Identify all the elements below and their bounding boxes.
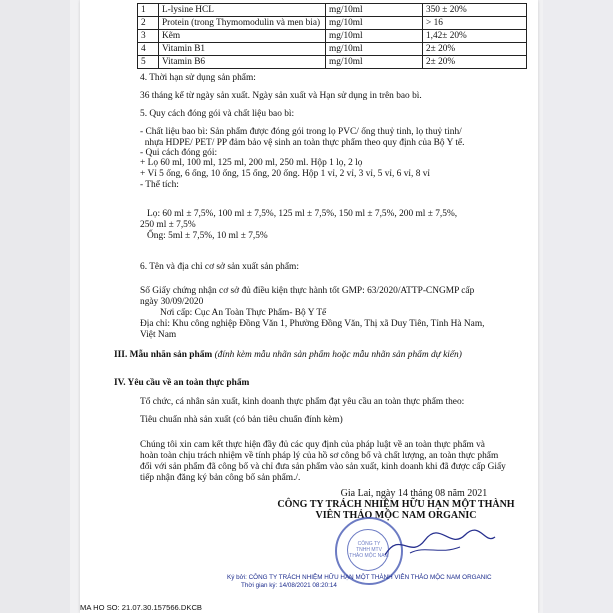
packaging-line: - Chất liệu bao bì: Sản phẩm được đóng gói trong lọ PVC/ ống thuỷ tinh, lọ thuỷ tinh/	[140, 127, 462, 137]
right-frame-background	[543, 0, 613, 613]
table-cell: 4	[138, 43, 159, 56]
table-row	[138, 30, 527, 43]
handwritten-signature	[380, 525, 500, 565]
table-cell: Vitamin B1	[159, 43, 326, 56]
packaging-line: + Vỉ 5 ống, 6 ống, 10 ống, 15 ống, 20 ống. Hộp 1 vỉ, 2 vỉ, 3 vỉ, 5 vỉ, 6 vỉ, 8 vỉ	[140, 169, 431, 179]
table-cell: mg/10ml	[326, 30, 423, 43]
company-name-line2: VIÊN THẢO MỘC NAM ORGANIC	[315, 510, 477, 521]
commitment-line: hoàn toàn chịu trách nhiệm về tính pháp lý của hồ sơ công bố và chất lượng, an toàn thực phẩm	[140, 451, 499, 461]
digital-signature-time: Thời gian ký: 14/08/2021 08:20:14	[241, 582, 337, 589]
section-iv-heading: IV. Yêu cầu về an toàn thực phẩm	[114, 378, 250, 388]
table-row	[138, 4, 527, 17]
packaging-line: Lọ: 60 ml ± 7,5%, 100 ml ± 7,5%, 125 ml ± 7,5%, 150 ml ± 7,5%, 200 ml ± 7,5%,	[140, 209, 458, 219]
packaging-line: + Lọ 60 ml, 100 ml, 125 ml, 200 ml, 250 ml. Hộp 1 lọ, 2 lọ	[140, 158, 363, 168]
section5-heading: 5. Quy cách đóng gói và chất liệu bao bì:	[140, 109, 295, 119]
table-cell: Vitamin B6	[159, 56, 326, 69]
table-cell: 350 ± 20%	[423, 4, 527, 17]
section-iv-line2: Tiêu chuẩn nhà sản xuất (có bản tiêu chuẩn đính kèm)	[140, 415, 343, 425]
section4-heading: 4. Thời hạn sử dụng sản phẩm:	[140, 73, 256, 83]
address-country-line: Việt Nam	[140, 330, 177, 340]
section3-heading: III. Mẫu nhãn sản phẩm	[114, 350, 213, 360]
table-cell: mg/10ml	[326, 43, 423, 56]
packaging-line: 250 ml ± 7,5%	[140, 220, 196, 230]
commitment-line: đối với sản phẩm đã công bố và chỉ đưa sản phẩm vào sản xuất, kinh doanh khi đã được cấp Giấy	[140, 462, 506, 472]
section-iv-line1: Tổ chức, cá nhân sản xuất, kinh doanh thực phẩm đạt yêu cầu an toàn thực phẩm theo:	[140, 397, 465, 407]
section3-label	[114, 350, 462, 361]
packaging-line: Ống: 5ml ± 7,5%, 10 ml ± 7,5%	[140, 231, 268, 241]
company-name-line1: CÔNG TY TRÁCH NHIỆM HỮU HẠN MỘT THÀNH	[277, 499, 515, 510]
table-cell: Kẽm	[159, 30, 326, 43]
table-cell: 2± 20%	[423, 43, 527, 56]
table-cell: 1,42± 20%	[423, 30, 527, 43]
table-cell: 2	[138, 17, 159, 30]
commitment-line: tiếp nhận đăng ký bản công bố sản phẩm./.	[140, 473, 301, 483]
section4-text: 36 tháng kể từ ngày sản xuất. Ngày sản xuất và Hạn sử dụng in trên bao bì.	[140, 91, 422, 101]
table-row	[138, 56, 527, 69]
table-row	[138, 17, 527, 30]
company-seal: CÔNG TY TNHH MTV THẢO MỘC NAM	[335, 517, 403, 585]
section3-note: (đính kèm mẫu nhãn sản phẩm hoặc mẫu nhãn sản phẩm dự kiến)	[214, 350, 462, 360]
gmp-date-line: ngày 30/09/2020	[140, 297, 204, 307]
table-cell: 2± 20%	[423, 56, 527, 69]
table-cell: > 16	[423, 17, 527, 30]
ma-ho-so-footer: MA HO SO: 21.07.30.157566.DKCB	[80, 603, 202, 612]
document-page	[80, 0, 538, 613]
ingredient-table	[137, 3, 527, 69]
table-cell: Protein (trong Thymomodulin và men bia)	[159, 17, 326, 30]
packaging-line: nhựa HDPE/ PET/ PP đảm bảo vệ sinh an toàn thực phẩm theo quy định của Bộ Y tế.	[140, 138, 465, 148]
commitment-line: Chúng tôi xin cam kết thực hiện đầy đủ các quy định của pháp luật về an toàn thực phẩm và	[140, 440, 485, 450]
table-cell: mg/10ml	[326, 17, 423, 30]
address-line: Địa chỉ: Khu công nghiệp Đồng Văn 1, Phường Đồng Văn, Thị xã Duy Tiên, Tỉnh Hà Nam,	[140, 319, 485, 329]
section6-heading: 6. Tên và địa chỉ cơ sở sản xuất sản phẩm:	[140, 262, 299, 272]
table-cell: mg/10ml	[326, 56, 423, 69]
table-cell: 5	[138, 56, 159, 69]
table-cell: mg/10ml	[326, 4, 423, 17]
digital-signature-signer: Ký bởi: CÔNG TY TRÁCH NHIỆM HỮU HẠN MỘT THÀNH VIÊN THẢO MỘC NAM ORGANIC	[227, 574, 492, 581]
table-row	[138, 43, 527, 56]
table-cell: 1	[138, 4, 159, 17]
packaging-line: - Qui cách đóng gói:	[140, 148, 218, 158]
table-cell: 3	[138, 30, 159, 43]
place-date: Gia Lai, ngày 14 tháng 08 năm 2021	[340, 488, 488, 499]
left-frame-background	[0, 0, 70, 613]
issuer-line: Nơi cấp: Cục An Toàn Thực Phẩm- Bộ Y Tế	[160, 308, 327, 318]
gmp-certificate-line: Số Giấy chứng nhận cơ sở đủ điều kiện thực hành tốt GMP: 63/2020/ATTP-CNGMP cấp	[140, 286, 475, 296]
packaging-line: - Thể tích:	[140, 180, 179, 190]
table-cell: L-lysine HCL	[159, 4, 326, 17]
